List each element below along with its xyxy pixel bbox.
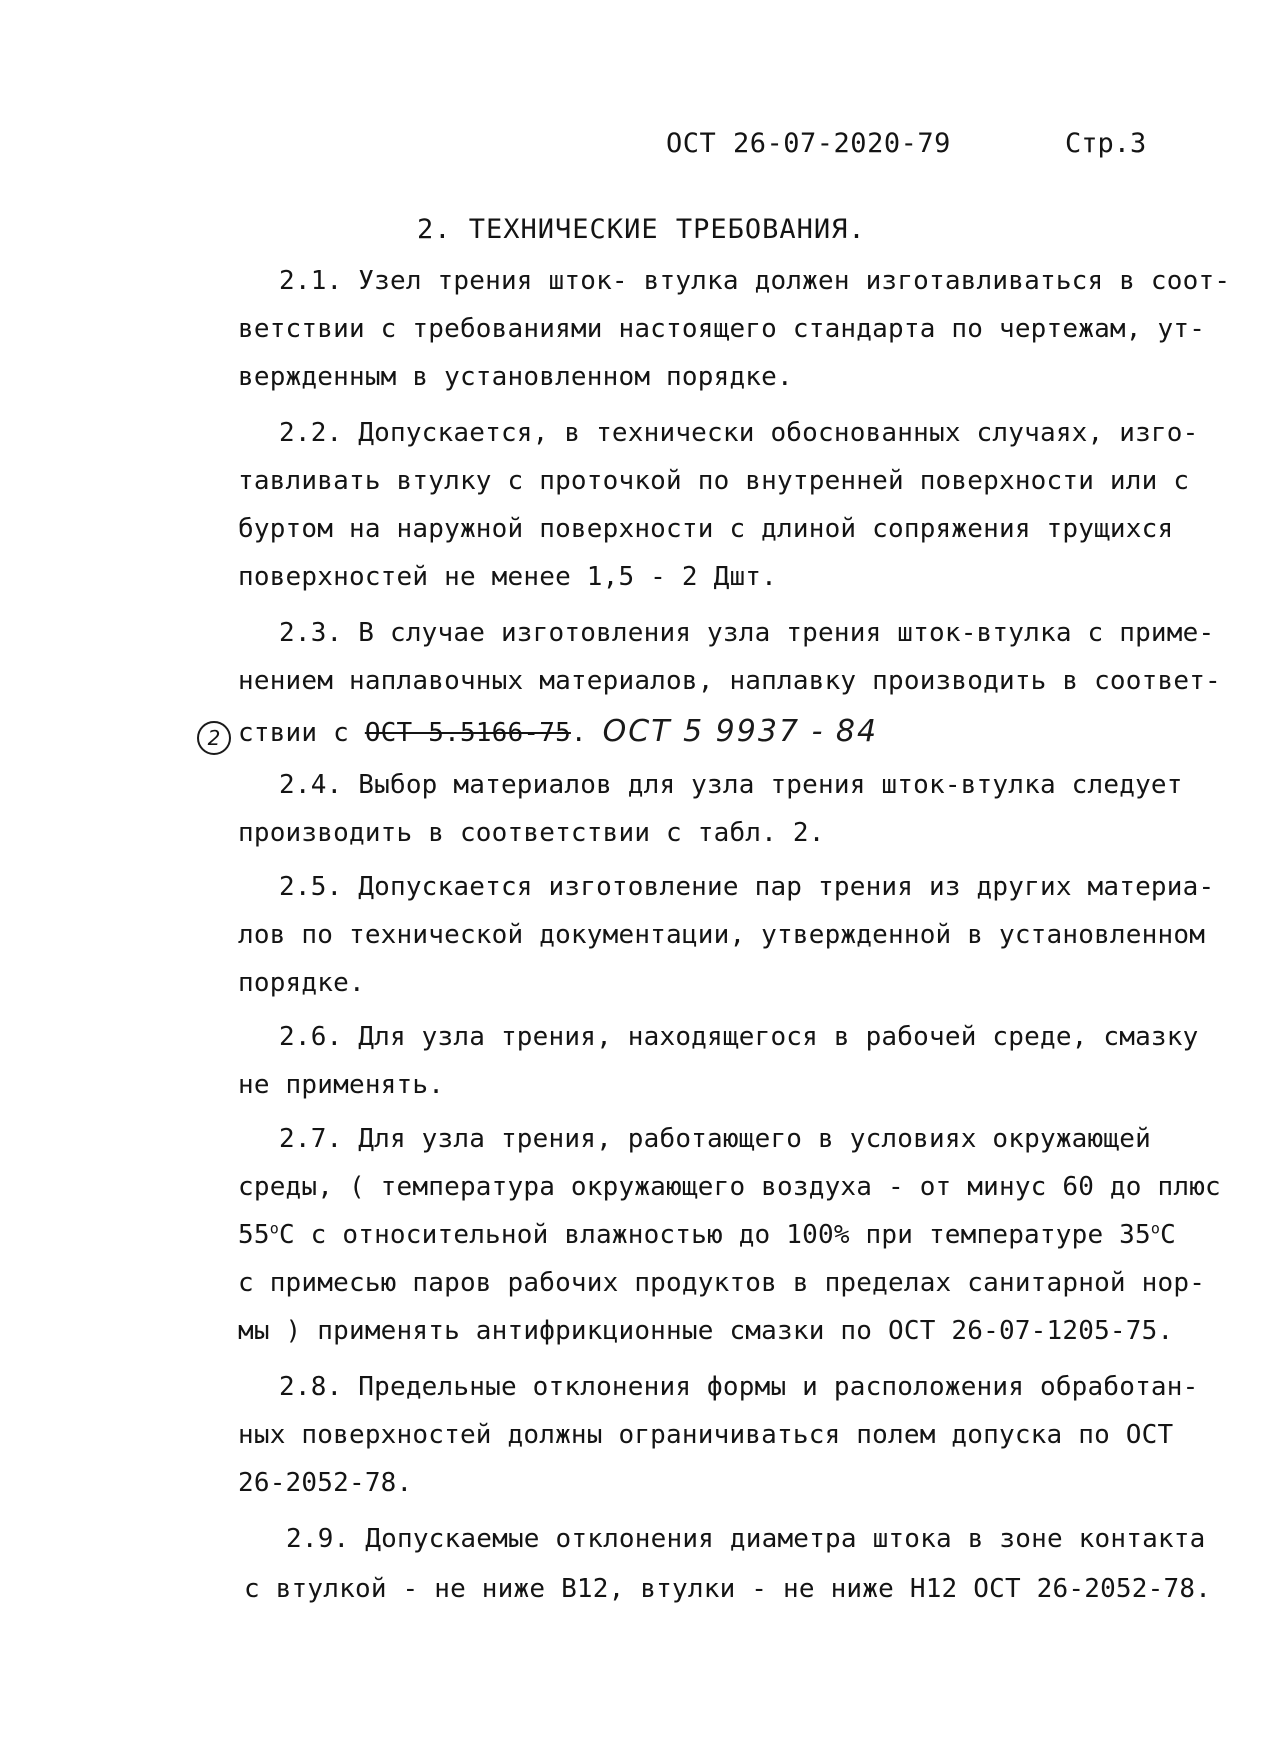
document-code: ОСТ 26-07-2020-79	[666, 128, 951, 159]
paragraph-2-7-line: среды, ( температура окружающего воздуха - от минус 60 до плюс	[238, 1172, 1221, 1202]
paragraph-2-5-line: лов по технической документации, утвержденной в установленном	[238, 920, 1206, 950]
degree-mark: о	[269, 1219, 279, 1238]
paragraph-2-9-line: с втулкой - не ниже В12, втулки - не ниже Н12 ОСТ 26-2052-78.	[244, 1574, 1212, 1604]
paragraph-2-1-line: ветствии с требованиями настоящего стандарта по чертежам, ут-	[238, 314, 1206, 344]
paragraph-2-2-line: поверхностей не менее 1,5 - 2 Дшт.	[238, 562, 778, 592]
paragraph-2-8-line: 2.8. Предельные отклонения формы и расположения обработан-	[279, 1372, 1199, 1402]
degree-mark: о	[1150, 1219, 1161, 1238]
paragraph-2-2-line: 2.2. Допускается, в технически обоснованных случаях, изго-	[279, 418, 1199, 448]
handwritten-replacement: ОСТ 5 9937 - 84	[602, 714, 879, 749]
paragraph-2-8-line: ных поверхностей должны ограничиваться полем допуска по ОСТ	[238, 1420, 1174, 1450]
paragraph-2-7-line: с примесью паров рабочих продуктов в пределах санитарной нор-	[238, 1268, 1206, 1298]
section-title: 2. ТЕХНИЧЕСКИЕ ТРЕБОВАНИЯ.	[417, 214, 866, 245]
paragraph-2-7-line: мы ) применять антифрикционные смазки по ОСТ 26-07-1205-75.	[238, 1316, 1174, 1346]
struck-reference: ОСТ 5.5166-75	[364, 718, 571, 748]
paragraph-2-3-prefix: ствии с	[238, 718, 365, 748]
paragraph-2-5-line: 2.5. Допускается изготовление пар трения из других материа-	[279, 872, 1215, 902]
paragraph-2-5-line: порядке.	[238, 968, 365, 998]
celsius-unit: С	[1160, 1220, 1176, 1250]
page-number: Стр.3	[1065, 128, 1147, 159]
paragraph-2-1-line: 2.1. Узел трения шток- втулка должен изготавливаться в соот-	[279, 266, 1231, 296]
paragraph-2-4-line: производить в соответствии с табл. 2.	[238, 818, 825, 848]
paragraph-2-3-line: нением наплавочных материалов, наплавку производить в соответ-	[238, 666, 1221, 696]
paragraph-2-4-line: 2.4. Выбор материалов для узла трения шток-втулка следует	[279, 770, 1183, 800]
paragraph-2-3-line: 2.3. В случае изготовления узла трения шток-втулка с приме-	[279, 618, 1215, 648]
paragraph-2-6-line: не применять.	[238, 1070, 445, 1100]
paragraph-2-2-line: тавливать втулку с проточкой по внутренней поверхности или с	[238, 466, 1190, 496]
paragraph-2-8-line: 26-2052-78.	[238, 1468, 413, 1498]
paragraph-2-6-line: 2.6. Для узла трения, находящегося в рабочей среде, смазку	[279, 1022, 1199, 1052]
paragraph-2-3-period: .	[570, 718, 587, 748]
paragraph-2-1-line: вержденным в установленном порядке.	[238, 362, 793, 392]
temperature-value: 55	[238, 1220, 270, 1250]
paragraph-2-7-line: 2.7. Для узла трения, работающего в условиях окружающей	[279, 1124, 1151, 1154]
paragraph-2-7-text: С с относительной влажностью до 100% при температуре 35	[278, 1220, 1151, 1250]
paragraph-2-2-line: буртом на наружной поверхности с длиной сопряжения трущихся	[238, 514, 1174, 544]
paragraph-2-3-last-line	[238, 714, 878, 749]
paragraph-2-9-line: 2.9. Допускаемые отклонения диаметра штока в зоне контакта	[286, 1524, 1206, 1554]
revision-mark: 2	[197, 721, 231, 755]
paragraph-2-7-line	[238, 1220, 1176, 1250]
